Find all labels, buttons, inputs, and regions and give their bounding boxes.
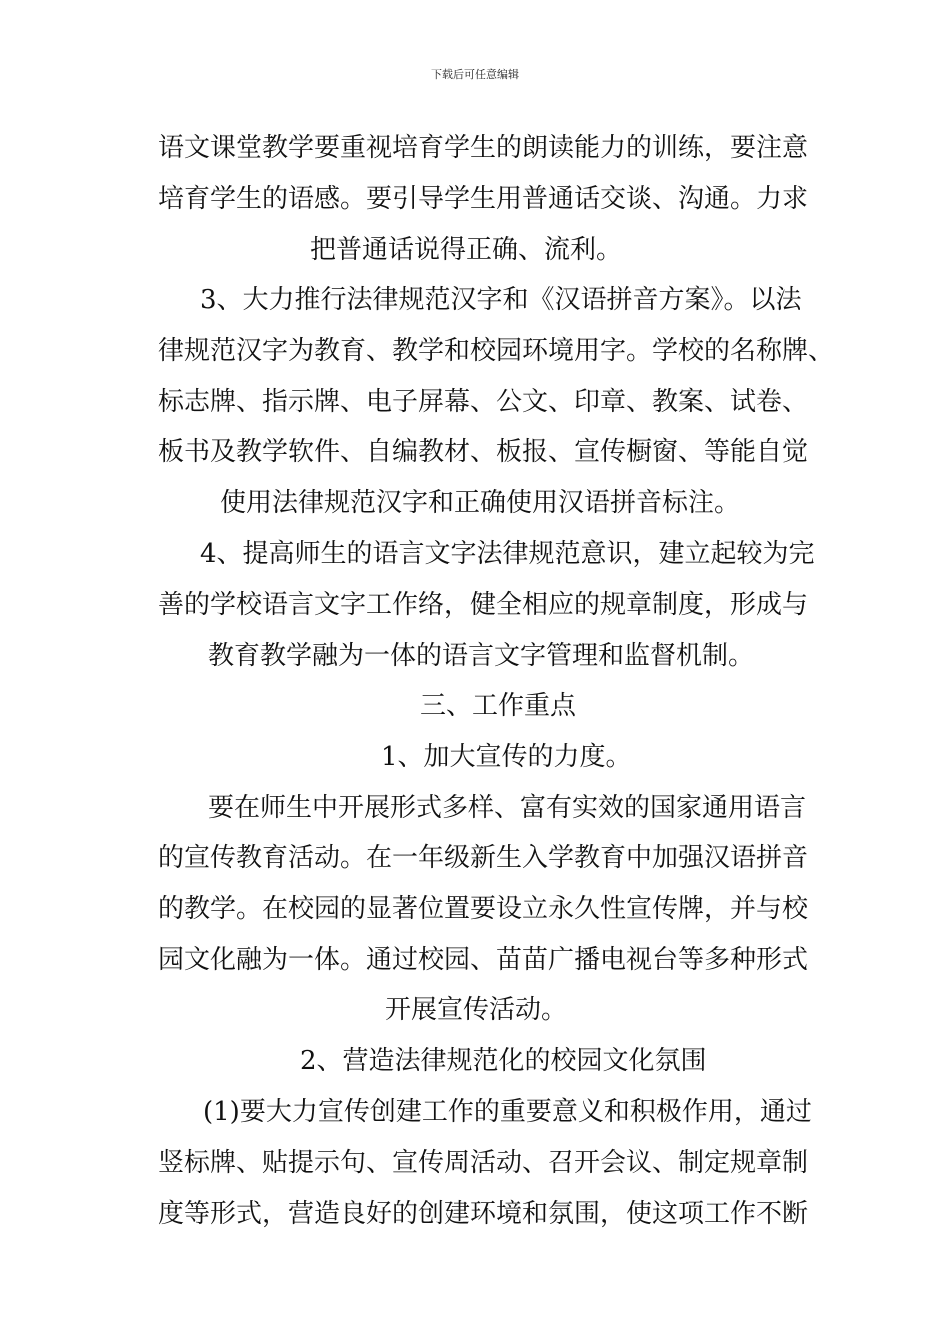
text-line-6: 标志牌、指示牌、电子屏幕、公文、印章、教案、试卷、 (158, 387, 809, 417)
text-line-4: 3、大力推行法律规范汉字和《汉语拼音方案》。以法 (200, 285, 802, 315)
text-line-15: 的宣传教育活动。在一年级新生入学教育中加强汉语拼音 (158, 843, 809, 873)
text-line-22: 度等形式，营造良好的创建环境和氛围，使这项工作不断 (158, 1199, 809, 1229)
text-line-10: 善的学校语言文字工作络，健全相应的规章制度，形成与 (158, 590, 809, 620)
text-line-1: 语文课堂教学要重视培育学生的朗读能力的训练，要注意 (158, 133, 809, 163)
subsection-heading-1: 1、加大宣传的力度。 (381, 742, 632, 772)
text-line-21: 竖标牌、贴提示句、宣传周活动、召开会议、制定规章制 (158, 1148, 809, 1178)
text-line-17: 园文化融为一体。通过校园、苗苗广播电视台等多种形式 (158, 945, 809, 975)
text-line-11: 教育教学融为一体的语言文字管理和监督机制。 (208, 641, 755, 671)
page-header: 下载后可任意编辑 (431, 68, 519, 81)
text-line-7: 板书及教学软件、自编教材、板报、宣传橱窗、等能自觉 (158, 437, 809, 467)
text-line-14: 要在师生中开展形式多样、富有实效的国家通用语言 (208, 793, 807, 823)
text-line-16: 的教学。在校园的显著位置要设立永久性宣传牌，并与校 (158, 894, 809, 924)
text-line-18: 开展宣传活动。 (385, 995, 568, 1025)
text-line-5: 律规范汉字为教育、教学和校园环境用字。学校的名称牌、 (158, 336, 835, 366)
text-line-8: 使用法律规范汉字和正确使用汉语拼音标注。 (220, 488, 741, 518)
section-heading: 三、工作重点 (420, 691, 577, 721)
subsection-heading-2: 2、营造法律规范化的校园文化氛围 (300, 1046, 707, 1076)
text-line-20: (1)要大力宣传创建工作的重要意义和积极作用，通过 (203, 1097, 812, 1127)
text-line-9: 4、提高师生的语言文字法律规范意识，建立起较为完 (200, 539, 815, 569)
text-line-3: 把普通话说得正确、流利。 (310, 235, 623, 265)
text-line-2: 培育学生的语感。要引导学生用普通话交谈、沟通。力求 (158, 184, 809, 214)
